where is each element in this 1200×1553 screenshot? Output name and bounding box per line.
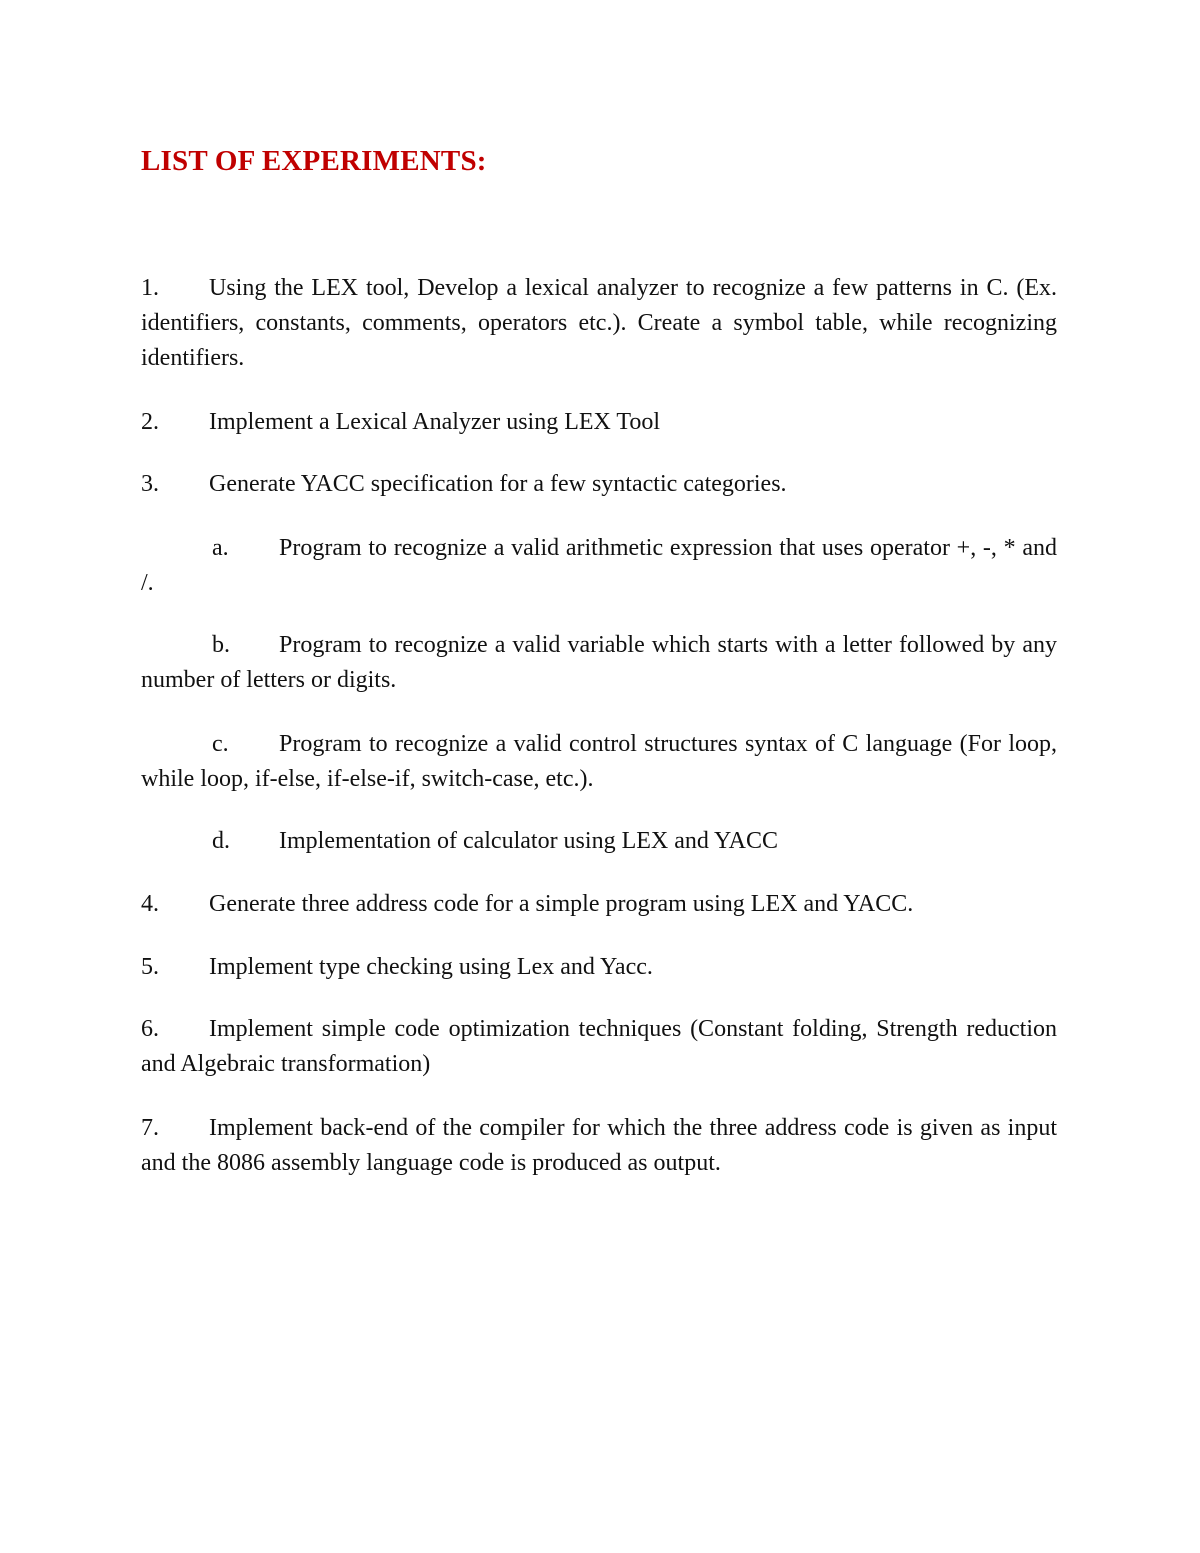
item-number: b. xyxy=(212,632,230,658)
item-number: 7. xyxy=(141,1115,159,1141)
item-text: Program to recognize a valid arithmetic expression that uses operator +, -, * and /. xyxy=(141,535,1057,596)
experiment-subitem-c xyxy=(141,727,1057,797)
item-number: 6. xyxy=(141,1016,159,1042)
experiment-item-7 xyxy=(141,1111,1057,1181)
item-text: Implementation of calculator using LEX and YACC xyxy=(279,828,778,854)
item-text: Generate three address code for a simple program using LEX and YACC. xyxy=(209,891,914,917)
item-text: Program to recognize a valid variable which starts with a letter followed by any number of letters or digits. xyxy=(141,632,1057,693)
experiment-item-3 xyxy=(141,467,1057,502)
experiment-item-2 xyxy=(141,405,1057,440)
experiment-item-1 xyxy=(141,271,1057,376)
experiment-subitem-b xyxy=(141,628,1057,698)
item-text: Implement a Lexical Analyzer using LEX Tool xyxy=(209,409,661,435)
item-text: Using the LEX tool, Develop a lexical analyzer to recognize a few patterns in C. (Ex. identifiers, constants, comments, operators etc.). Create a symbol table, while recognizing identifiers. xyxy=(141,275,1057,371)
experiment-subitem-d xyxy=(141,824,1057,859)
item-text: Implement type checking using Lex and Yacc. xyxy=(209,954,653,980)
item-number: 4. xyxy=(141,891,159,917)
item-text: Implement back-end of the compiler for which the three address code is given as input and the 8086 assembly language code is produced as output. xyxy=(141,1115,1057,1176)
item-number: a. xyxy=(212,535,229,561)
experiment-subitem-a xyxy=(141,531,1057,601)
item-number: 5. xyxy=(141,954,159,980)
item-number: c. xyxy=(212,731,229,757)
item-text: Implement simple code optimization techniques (Constant folding, Strength reduction and Algebraic transformation) xyxy=(141,1016,1057,1077)
item-text: Program to recognize a valid control structures syntax of C language (For loop, while loop, if-else, if-else-if, switch-case, etc.). xyxy=(141,731,1057,792)
experiment-item-5 xyxy=(141,950,1057,985)
item-number: 3. xyxy=(141,471,159,497)
item-number: 1. xyxy=(141,275,159,301)
item-number: 2. xyxy=(141,409,159,435)
experiment-item-4 xyxy=(141,887,1057,922)
item-number: d. xyxy=(212,828,230,854)
page-title: LIST OF EXPERIMENTS: xyxy=(141,145,487,177)
experiment-item-6 xyxy=(141,1012,1057,1082)
item-text: Generate YACC specification for a few syntactic categories. xyxy=(209,471,787,497)
